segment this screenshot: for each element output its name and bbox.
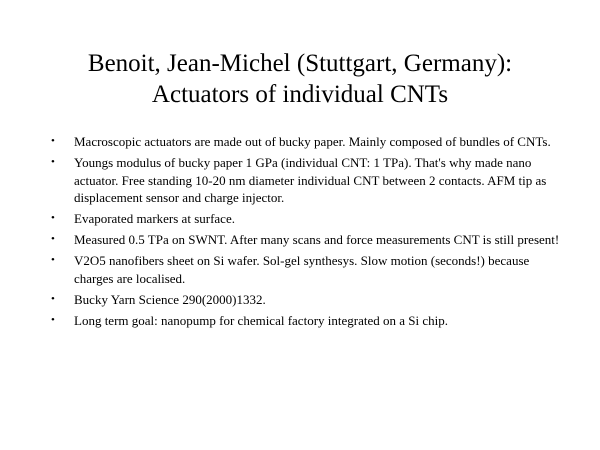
- bullet-item: [0, 154, 600, 207]
- bullet-item: [0, 231, 600, 249]
- bullet-dot-icon: •: [51, 135, 55, 147]
- slide-title: [30, 48, 570, 110]
- title-line-2: Actuators of individual CNTs: [151, 81, 449, 108]
- bullet-dot-icon: •: [51, 254, 55, 266]
- bullet-text: Macroscopic actuators are made out of bucky paper. Mainly composed of bundles of CNTs.: [74, 134, 551, 149]
- bullet-item: [0, 133, 600, 151]
- bullet-item: [0, 312, 600, 330]
- bullet-item: [0, 210, 600, 228]
- bullet-text: V2O5 nanofibers sheet on Si wafer. Sol-gel synthesys. Slow motion (seconds!) because charges are localised.: [74, 253, 530, 286]
- bullet-dot-icon: •: [51, 156, 55, 168]
- bullet-dot-icon: •: [51, 212, 55, 224]
- title-line-1: Benoit, Jean-Michel (Stuttgart, Germany):: [87, 50, 513, 77]
- bullet-dot-icon: •: [51, 233, 55, 245]
- bullet-text: Youngs modulus of bucky paper 1 GPa (individual CNT: 1 TPa). That's why made nano actuator. Free standing 10-20 nm diameter individual CNT between 2 contacts. AFM tip as displacement sensor and charge injector.: [74, 155, 547, 205]
- bullet-item: [0, 252, 600, 287]
- bullet-text: Bucky Yarn Science 290(2000)1332.: [74, 291, 266, 307]
- bullet-list: [0, 133, 600, 333]
- bullet-text: Measured 0.5 TPa on SWNT. After many scans and force measurements CNT is still present!: [74, 232, 560, 247]
- bullet-dot-icon: •: [51, 292, 55, 305]
- bullet-text: Long term goal: nanopump for chemical factory integrated on a Si chip.: [74, 312, 448, 328]
- bullet-dot-icon: •: [51, 313, 55, 326]
- bullet-item: [0, 291, 600, 309]
- bullet-text: Evaporated markers at surface.: [74, 211, 235, 226]
